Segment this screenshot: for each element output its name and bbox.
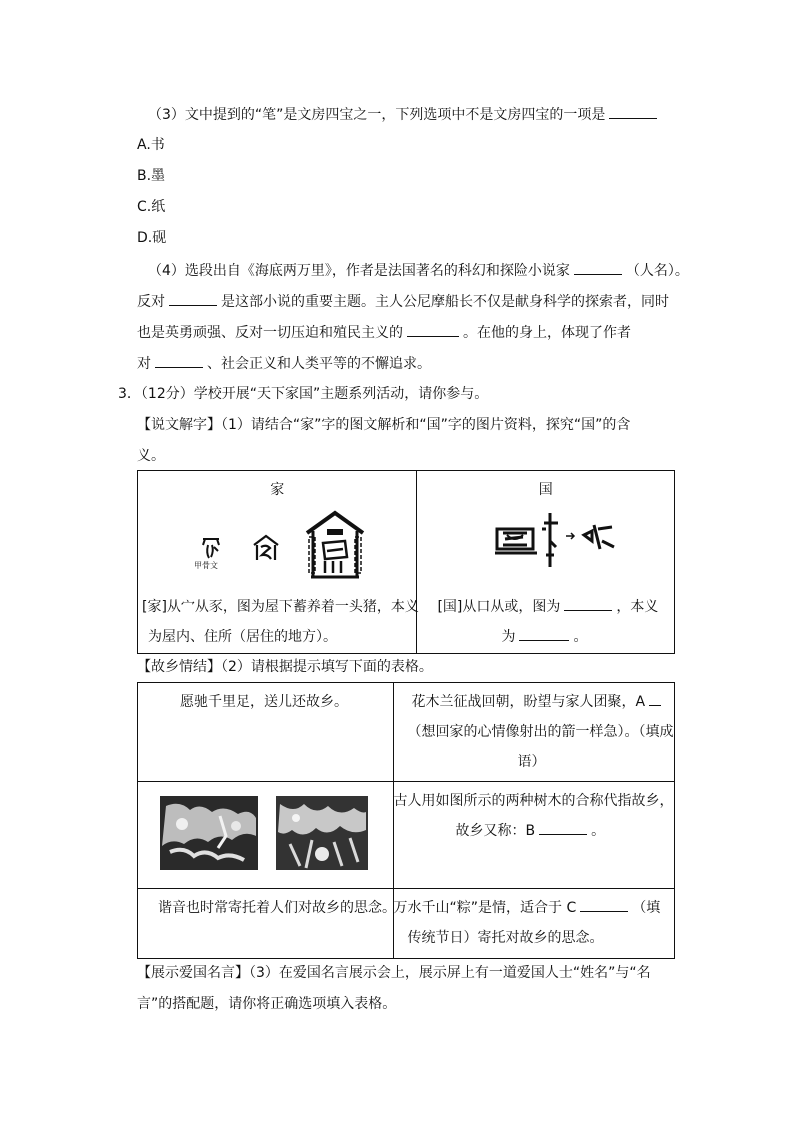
guo-cell [417, 471, 675, 654]
hometown-table [137, 682, 675, 959]
guo-enclosure-glyph-icon [493, 523, 541, 557]
answer-blank-1[interactable] [609, 104, 657, 119]
jia-oracle-caption: 甲骨文 [194, 561, 218, 570]
answer-blank-theme[interactable] [169, 291, 217, 306]
aiguo-line2: 言”的搭配题，请你将正确选项填入表格。 [137, 996, 397, 1012]
jia-bronze-glyph-icon [252, 533, 280, 563]
q3-part4-line2: 反对 是这部小说的重要主题。主人公尼摩船长不仅是献身科学的探索者，同时 [137, 291, 669, 312]
answer-blank-c[interactable] [580, 897, 628, 912]
jia-explanation-2: 为屋内、住所（居住的地方）。 [148, 629, 337, 645]
question3-header: 3．（12分）学校开展“天下家国”主题系列活动，请你参与。 [118, 386, 489, 402]
tree-photo-left-icon [160, 796, 258, 870]
jia-explanation-1: [家]从宀从豕，图为屋下蓄养着一头猪，本义 [142, 599, 419, 615]
answer-blank-author[interactable] [574, 260, 622, 275]
guo-title: 国 [538, 482, 553, 498]
r2-left-cell [138, 782, 394, 889]
answer-blank-fighter[interactable] [407, 322, 459, 337]
r3-right-text-1: 万水千山“粽”是情，适合于 C （填 [394, 893, 661, 923]
jia-house-pig-glyph-icon [303, 509, 367, 579]
r1-right-text-1: 花木兰征战回朝，盼望与家人团聚，A [412, 687, 666, 717]
r2-right-text-2: 故乡又称：B 。 [456, 816, 606, 846]
guo-huo-glyph-icon [580, 521, 616, 553]
answer-blank-guo-meaning[interactable] [519, 626, 569, 641]
q3-part3-stem: （3）文中提到的“笔”是文房四宝之一，下列选项中不是文房四宝的一项是 [148, 104, 661, 125]
r3-right-text-2: 传统节日）寄托对故乡的思念。 [407, 930, 604, 946]
r3-left-text: 谐音也时常寄托着人们对故乡的思念。 [158, 900, 396, 916]
jia-title: 家 [270, 482, 285, 498]
r3-right-cell [393, 889, 674, 959]
guo-weapon-glyph-icon [540, 511, 560, 569]
r2-right-text-1: 古人用如图所示的两种树木的合称代指故乡， [393, 793, 674, 809]
character-table [137, 470, 675, 654]
answer-blank-pursuit[interactable] [155, 353, 203, 368]
shuowen-line1: 【说文解字】（1）请结合“家”字的图文解析和“国”字的图片资料，探究“国”的含 [137, 417, 631, 433]
aiguo-line1: 【展示爱国名言】（3）在爱国名言展示会上，展示屏上有一道爱国人士“姓名”与“名 [137, 965, 651, 981]
r1-right-text-3: 语） [517, 754, 546, 770]
q3-part4-line4: 对 、社会正义和人类平等的不懈追求。 [137, 353, 431, 374]
guxiang-intro: 【故乡情结】（2）请根据提示填写下面的表格。 [137, 659, 433, 675]
answer-blank-b[interactable] [539, 820, 587, 835]
answer-blank-guo-image[interactable] [564, 596, 612, 611]
shuowen-line2: 义。 [137, 448, 165, 464]
guo-arrow-icon [564, 529, 578, 543]
option-b[interactable]: B.墨 [137, 168, 166, 184]
r1-right-cell [393, 683, 674, 782]
r1-left-cell [138, 683, 394, 782]
option-d[interactable]: D.砚 [137, 230, 167, 246]
guo-explanation-1: [国]从口从或，图为 ，本义 [437, 592, 658, 622]
guo-explanation-2: 为 。 [501, 622, 587, 652]
r1-right-text-2: （想回家的心情像射出的箭一样急）。（填成 [407, 724, 674, 740]
r2-right-cell [393, 782, 674, 889]
option-a[interactable]: A.书 [137, 137, 165, 153]
option-c[interactable]: C.纸 [137, 199, 166, 215]
q3-part4-line3: 也是英勇顽强、反对一切压迫和殖民主义的 。在他的身上，体现了作者 [137, 322, 631, 343]
r3-left-cell [138, 889, 394, 959]
jia-cell [138, 471, 417, 654]
tree-photo-right-icon [276, 796, 368, 870]
r1-left-text: 愿驰千里足，送儿还故乡。 [180, 694, 348, 710]
jia-oracle-glyph-icon [200, 535, 222, 561]
q3-part4-line1: （4）选段出自《海底两万里》，作者是法国著名的科幻和探险小说家 （人名）。 [148, 260, 689, 281]
answer-blank-a[interactable] [649, 691, 661, 706]
